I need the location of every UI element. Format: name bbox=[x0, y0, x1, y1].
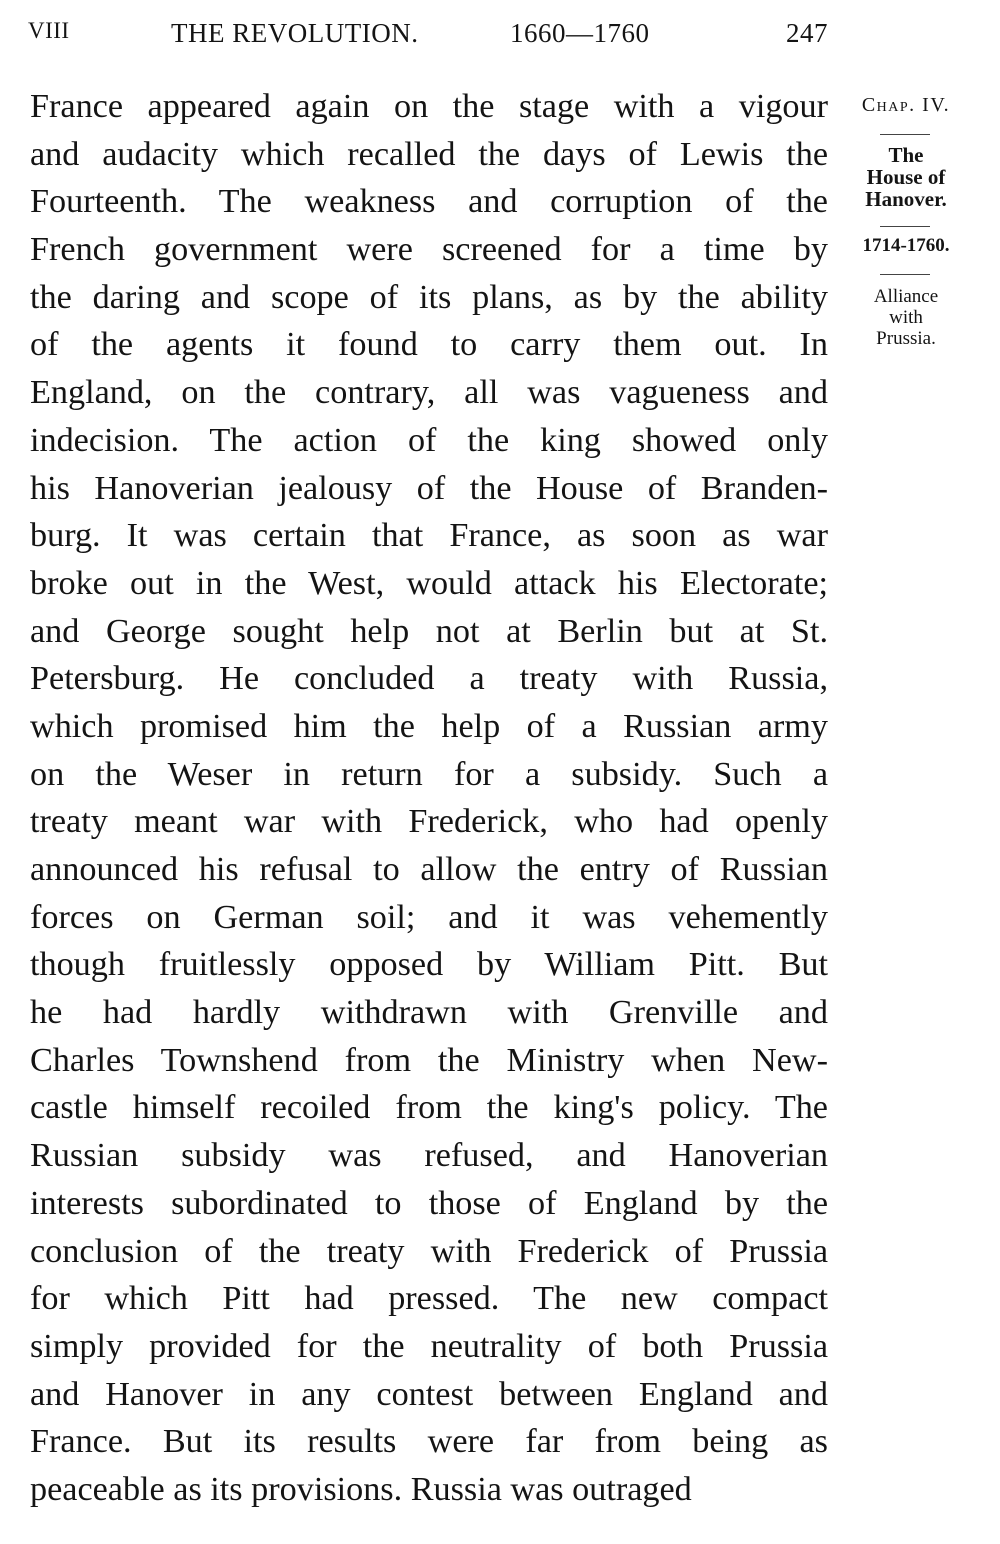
text-line: indecision. The action of the king showed only bbox=[30, 421, 828, 459]
margin-rule bbox=[880, 274, 930, 275]
running-title: THE REVOLUTION. bbox=[171, 18, 419, 48]
margin-topic bbox=[846, 144, 966, 210]
text-line: burg. It was certain that France, as soon as war bbox=[30, 517, 828, 555]
text-line: England, on the contrary, all was vagueness and bbox=[30, 374, 828, 412]
text-line: simply provided for the neutrality of both Prussia bbox=[30, 1327, 828, 1365]
section-number: VIII bbox=[28, 18, 70, 43]
margin-rule bbox=[880, 134, 930, 135]
text-line: castle himself recoiled from the king's policy. The bbox=[30, 1089, 828, 1127]
text-line: and George sought help not at Berlin but at St. bbox=[30, 612, 828, 650]
text-line: France appeared again on the stage with a vigour bbox=[30, 88, 828, 125]
margin-years: 1714-1760. bbox=[862, 235, 950, 256]
text-line: peaceable as its provisions. Russia was outraged bbox=[30, 1470, 692, 1508]
text-line: treaty meant war with Frederick, who had openly bbox=[30, 803, 828, 841]
text-line: the daring and scope of its plans, as by the ability bbox=[30, 278, 828, 316]
text-line: broke out in the West, would attack his Electorate; bbox=[30, 564, 828, 602]
text-line: Fourteenth. The weakness and corruption of the bbox=[30, 183, 828, 221]
text-line: for which Pitt had pressed. The new compact bbox=[30, 1280, 828, 1318]
text-line: announced his refusal to allow the entry of Russian bbox=[30, 851, 828, 888]
text-line: he had hardly withdrawn with Grenville and bbox=[30, 994, 828, 1032]
text-line: his Hanoverian jealousy of the House of Branden- bbox=[30, 469, 828, 507]
text-line: on the Weser in return for a subsidy. Such a bbox=[30, 755, 828, 793]
text-line: conclusion of the treaty with Frederick of Prussia bbox=[30, 1232, 828, 1270]
text-line: and Hanover in any contest between England and bbox=[30, 1375, 828, 1413]
margin-subtopic bbox=[846, 286, 966, 349]
margin-subtopic-line: Alliance bbox=[873, 286, 939, 307]
margin-topic-line: The bbox=[888, 143, 924, 167]
text-line: interests subordinated to those of England by the bbox=[30, 1184, 828, 1222]
text-line: France. But its results were far from being as bbox=[30, 1423, 828, 1461]
text-line: Russian subsidy was refused, and Hanoverian bbox=[30, 1137, 828, 1175]
margin-topic-line: House of bbox=[866, 165, 946, 189]
text-line: of the agents it found to carry them out. In bbox=[30, 326, 828, 364]
margin-topic-line: Hanover. bbox=[865, 187, 947, 211]
running-header bbox=[28, 14, 828, 54]
running-years: 1660—1760 bbox=[510, 18, 650, 48]
text-line: Petersburg. He concluded a treaty with Russia, bbox=[30, 660, 828, 698]
margin-subtopic-line: Prussia. bbox=[876, 328, 936, 349]
body-text bbox=[30, 83, 828, 1514]
margin-subtopic-line: with bbox=[889, 307, 923, 328]
margin-rule bbox=[880, 226, 930, 227]
page-number: 247 bbox=[786, 18, 828, 48]
text-line: French government were screened for a time by bbox=[30, 231, 828, 269]
text-line: forces on German soil; and it was vehemently bbox=[30, 898, 828, 936]
text-line: and audacity which recalled the days of Lewis the bbox=[30, 135, 828, 173]
text-line: Charles Townshend from the Ministry when New- bbox=[30, 1041, 828, 1079]
margin-chapter: Chap. IV. bbox=[861, 94, 951, 116]
text-line: though fruitlessly opposed by William Pitt. But bbox=[30, 946, 828, 984]
text-line: which promised him the help of a Russian army bbox=[30, 707, 828, 745]
